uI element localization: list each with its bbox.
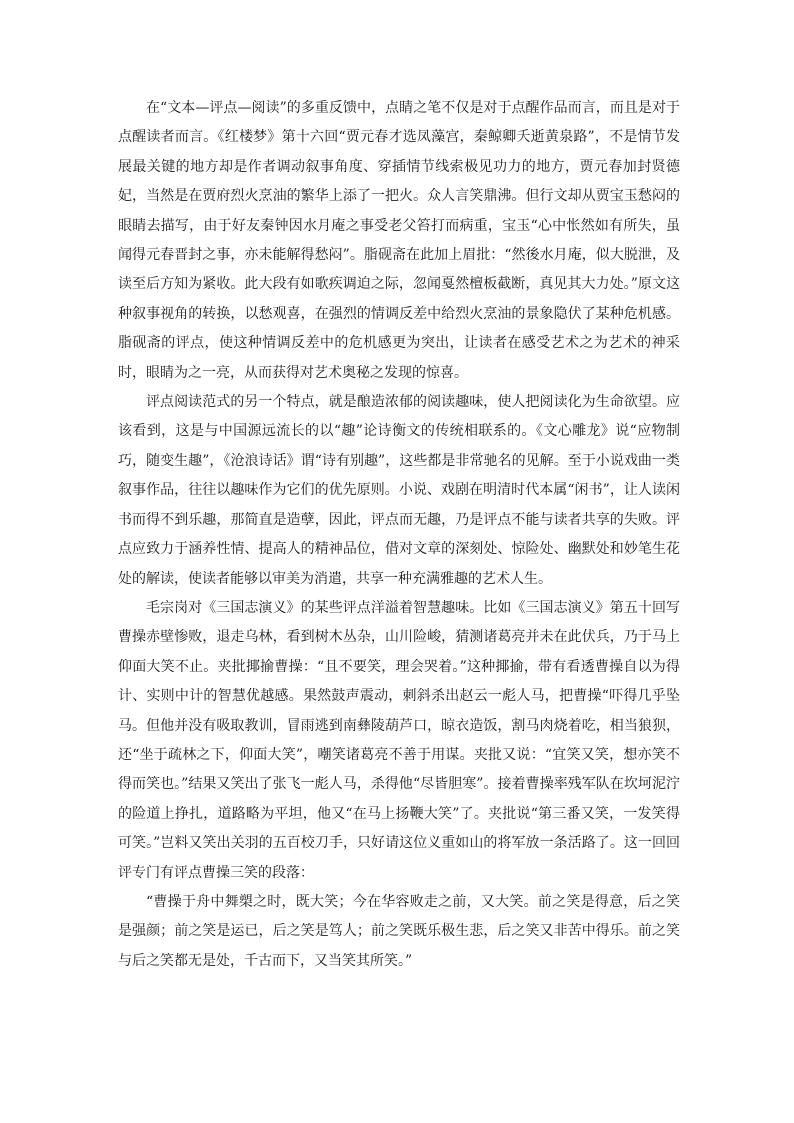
paragraph-2: 评点阅读范式的另一个特点，就是酿造浓郁的阅读趣味，使人把阅读化为生命欲望。应该看到，这是与中国源远流长的以“趣”论诗衡文的传统相联系的。《文心雕龙》说“应物制巧，随变生趣”，《沧浪诗话》谓“诗有别趣”，这些都是非常驰名的见解。至于小说戏曲一类叙事作品，往往以趣味作为它们的优先原则。小说、戏剧在明清时代本属“闲书”，让人读闲书而得不到乐趣，那简直是造孽，因此，评点而无趣，乃是评点不能与读者共享的失败。评点应致力于涵养性情、提高人的精神品位，借对文章的深刻处、惊险处、幽默处和妙笔生花处的解读，使读者能够以审美为消遣，共享一种充满雅趣的艺术人生。 xyxy=(118,394,680,587)
document-body xyxy=(118,94,680,976)
paragraph-1: 在“文本—评点—阅读”的多重反馈中，点睛之笔不仅是对于点醒作品而言，而且是对于点醒读者而言。《红楼梦》第十六回“贾元春才选凤藻宫，秦鲸卿夭逝黄泉路”，不是情节发展最关键的地方却是作者调动叙事角度、穿插情节线索极见功力的地方，贾元春加封贤德妃，当然是在贾府烈火烹油的繁华上添了一把火。众人言笑鼎沸。但行文却从贾宝玉愁闷的眼睛去描写，由于好友秦钟因水月庵之事受老父笞打而病重，宝玉“心中怅然如有所失，虽闻得元春晋封之事，亦未能解得愁闷”。脂砚斋在此加上眉批：“然後水月庵，似大脱泄，及读至后方知为紧收。此大段有如歌疾调迫之际，忽闻戛然檀板截断，真见其大力处。”原文这种叙事视角的转换，以愁观喜，在强烈的情调反差中给烈火烹油的景象隐伏了某种危机感。脂砚斋的评点，使这种情调反差中的危机感更为突出，让读者在感受艺术之为艺术的神采时，眼睛为之一亮，从而获得对艺术奥秘之发现的惊喜。 xyxy=(118,100,680,381)
quoted-passage: “曹操于舟中舞槊之时，既大笑；今在华容败走之前，又大笑。前之笑是得意，后之笑是强颜；前之笑是运已，后之笑是笃人；前之笑既乐极生悲，后之笑又非苦中得乐。前之笑与后之笑都无是处，千古而下，又当笑其所笑。” xyxy=(118,893,680,969)
paragraph-3: 毛宗岗对《三国志演义》的某些评点洋溢着智慧趣味。比如《三国志演义》第五十回写曹操赤壁惨败，退走乌林，看到树木丛杂，山川险峻，猜测诸葛亮并未在此伏兵，乃于马上仰面大笑不止。夹批揶揄曹操：“且不要笑，理会哭着。”这种揶揄，带有看透曹操自以为得计、实则中计的智慧优越感。果然鼓声震动，刺斜杀出赵云一彪人马，把曹操“吓得几乎坠马。但他并没有吸取教训，冒雨逃到南彝陵葫芦口，晾衣造饭，割马肉烧着吃，相当狼狈，还“坐于疏林之下，仰面大笑”，嘲笑诸葛亮不善于用谋。夹批又说：“宜笑又笑，想亦笑不得而笑也。”结果又笑出了张飞一彪人马，杀得他“尽皆胆寒”。接着曹操率残军队在坎坷泥泞的险道上挣扎，道路略为平坦，他又“在马上扬鞭大笑”了。夹批说“第三番又笑，一发笑得可笑。”岂料又笑出关羽的五百校刀手，只好请这位义重如山的将军放一条活路了。这一回回评专门有评点曹操三笑的段落： xyxy=(118,599,680,881)
